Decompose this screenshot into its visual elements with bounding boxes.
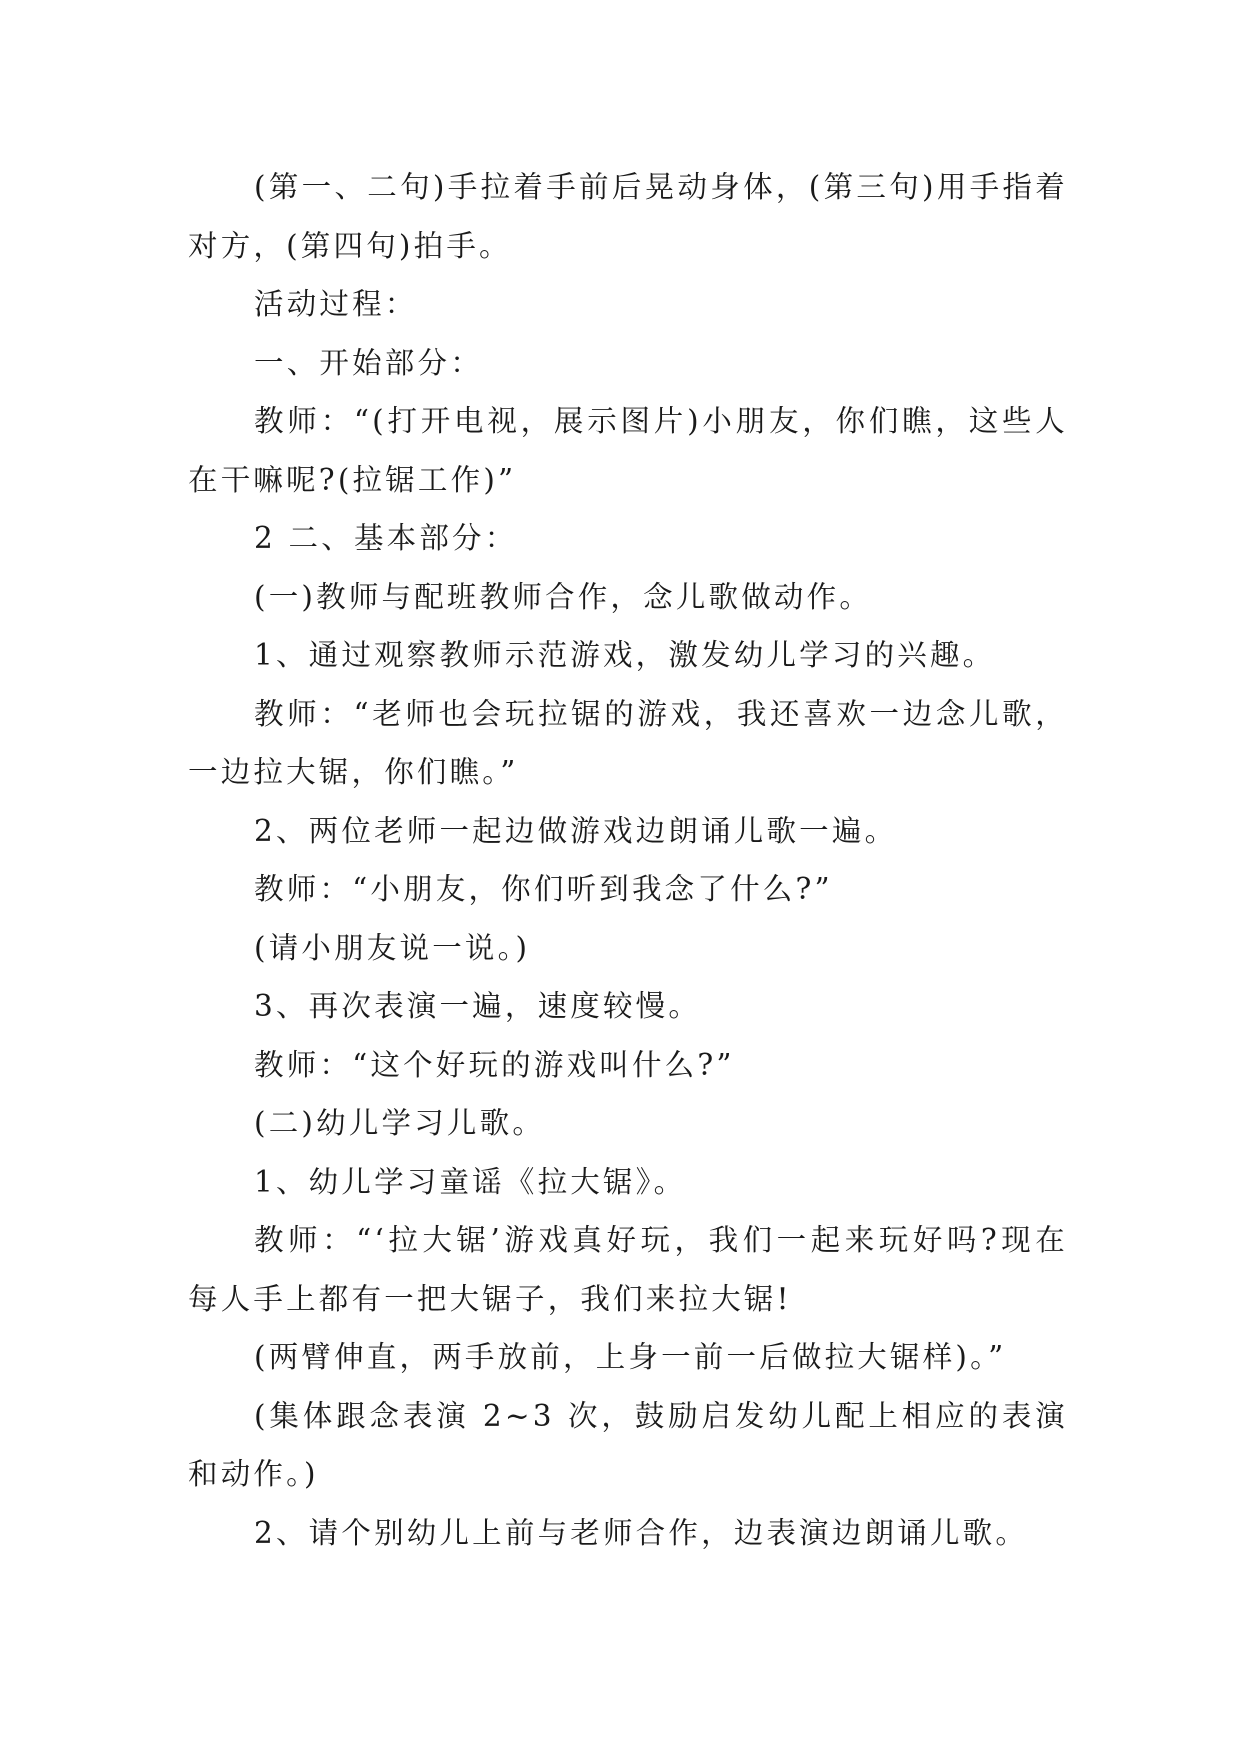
paragraph: (一)教师与配班教师合作，念儿歌做动作。 <box>254 579 873 614</box>
paragraph: 2、两位老师一起边做游戏边朗诵儿歌一遍。 <box>254 813 898 848</box>
paragraph: 教师：“‘拉大锯’游戏真好玩，我们一起来玩好吗?现在每人手上都有一把大锯子，我们来拉大锯! <box>188 1223 1068 1316</box>
paragraph: 教师：“小朋友，你们听到我念了什么?” <box>254 872 833 906</box>
paragraph: (请小朋友说一说。) <box>254 930 531 965</box>
paragraph: 教师：“老师也会玩拉锯的游戏，我还喜欢一边念儿歌，一边拉大锯，你们瞧。” <box>188 696 1068 789</box>
paragraph: 1、幼儿学习童谣《拉大锯》。 <box>254 1164 687 1199</box>
paragraph: (集体跟念表演 2~3 次，鼓励启发幼儿配上相应的表演和动作。) <box>188 1398 1068 1491</box>
paragraph: (第一、二句)手拉着手前后晃动身体，(第三句)用手指着对方，(第四句)拍手。 <box>188 170 1068 263</box>
paragraph: (二)幼儿学习儿歌。 <box>254 1106 546 1140</box>
paragraph: 教师：“(打开电视，展示图片)小朋友，你们瞧，这些人在干嘛呢?(拉锯工作)” <box>188 404 1068 497</box>
paragraph: 2、请个别幼儿上前与老师合作，边表演边朗诵儿歌。 <box>254 1515 1029 1550</box>
paragraph: 3、再次表演一遍，速度较慢。 <box>254 989 702 1023</box>
paragraph: 一、开始部分： <box>254 345 483 380</box>
paragraph: 2 二、基本部分： <box>254 521 518 555</box>
paragraph: 活动过程： <box>254 287 418 321</box>
paragraph: 教师：“这个好玩的游戏叫什么?” <box>254 1047 735 1082</box>
document-body <box>188 158 1068 1562</box>
paragraph: 1、通过观察教师示范游戏，激发幼儿学习的兴趣。 <box>254 638 996 672</box>
paragraph: (两臂伸直，两手放前，上身一前一后做拉大锯样)。” <box>254 1340 1007 1374</box>
